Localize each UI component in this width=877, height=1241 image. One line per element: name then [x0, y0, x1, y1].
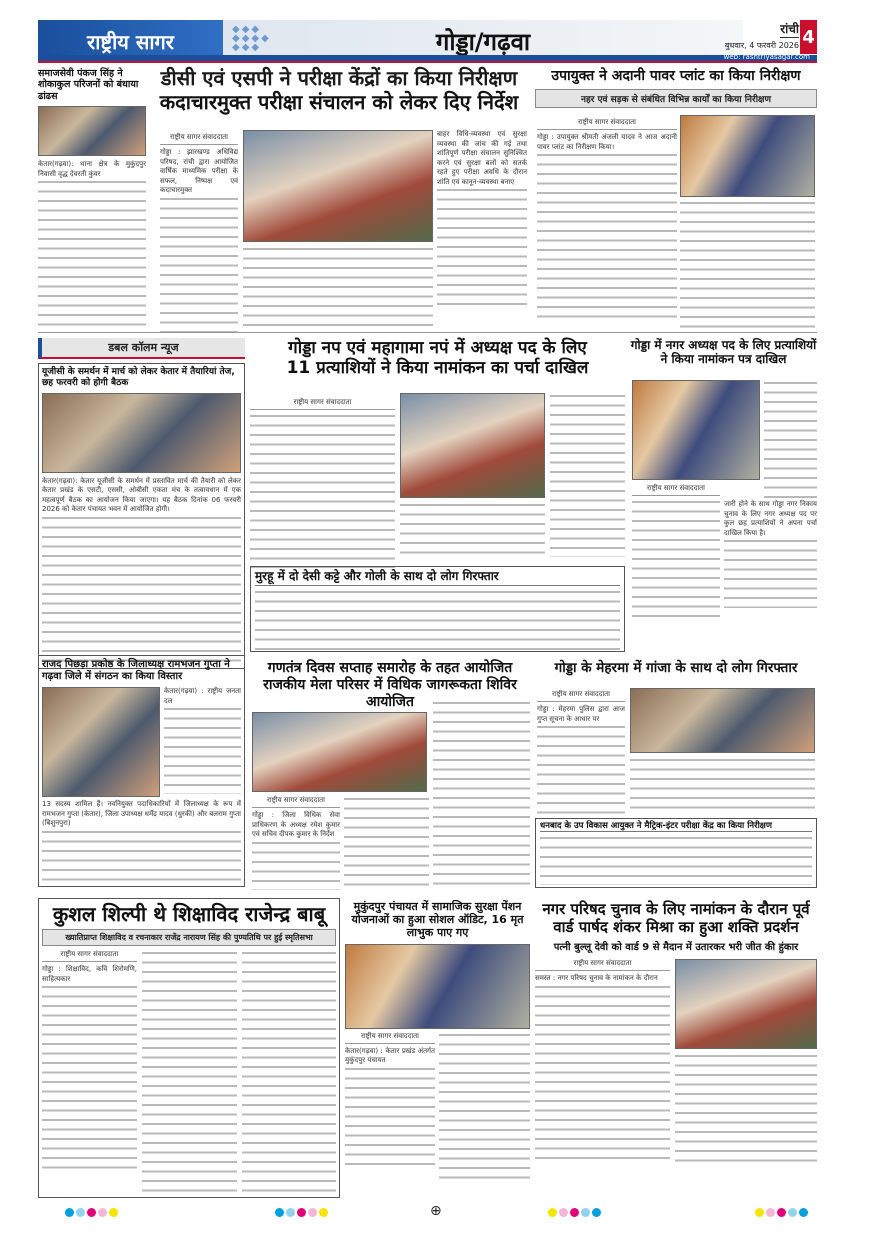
story-text-2: 13 सदस्य शामिल हैं। नवनियुक्त पदाधिकारियों में जिलाध्यक्ष के रूप में रामभजन गुप्ता (केतार), जिला उपाध्यक्ष धर्मेंद्र यादव (धुरकी) और बलराम गुप्ता (बिशुनपुरा) [42, 800, 241, 827]
edition-city: रांची [780, 22, 799, 36]
story-dc-sp-inspection [150, 66, 528, 114]
story-body [42, 515, 241, 665]
story-photo [630, 688, 815, 753]
story-photo [252, 712, 427, 792]
byline: राष्ट्रीय सागर संवाददाता [535, 959, 670, 971]
registration-dot [570, 1208, 579, 1217]
story-body [537, 152, 677, 322]
section-title: गोड्डा/गढ़वा [223, 20, 743, 62]
registration-dot [87, 1208, 96, 1217]
story-photo [42, 393, 241, 473]
story-text: केतार(गढ़वा): केतार यूजीसी के समर्थन में प्रस्तावित मार्च की तैयारी को लेकर केतार प्रखंड के एसटी, एससी, ओबीसी एकता मंच के तत्वावधान में एक महत्वपूर्ण बैठक का आयोजन किया जाएगा। यह बैठक दिनांक 06 फरवरी 2026 को केतार पंचायत भवन में आयोजित होगी। [42, 476, 241, 514]
subheadline: कदाचारमुक्त परीक्षा संचालन को लेकर दिए निर्देश [159, 90, 519, 114]
website-link[interactable]: web: rashtriyasagar.com [723, 53, 810, 61]
subheadline: नहर एवं सड़क से संबंधित विभिन्न कार्यों का किया निरीक्षण [535, 89, 817, 108]
registration-dot [275, 1208, 284, 1217]
registration-dot [319, 1208, 328, 1217]
headline: डीसी एवं एसपी ने परीक्षा केंद्रों का किया निरीक्षण [160, 66, 518, 90]
story-dhanbad-inspection [535, 818, 817, 888]
story-text: गोड्डा : मेहरमा पुलिस द्वारा आज गुप्त सूचना के आधार पर [537, 705, 625, 723]
registration-dot [76, 1208, 85, 1217]
subheadline: 11 प्रत्याशियों ने किया नामांकन का पर्चा दाखिल [286, 358, 589, 379]
story-text: केतार(गढ़वा): थाना क्षेत्र के मुकुंदपुर निवासी वृद्ध देवरती कुंवर [38, 160, 146, 178]
headline: गोड्डा नप एवं महागामा नपं में अध्यक्ष पद के लिए [288, 338, 587, 358]
story-body [550, 393, 625, 557]
s6-col1 [632, 484, 720, 624]
headline: कुशल शिल्पी थे शिक्षाविद राजेन्द्र बाबू [52, 902, 326, 926]
story-photo [675, 959, 817, 1049]
headline: यूजीसी के समर्थन में मार्च को लेकर केतार में तैयारियां तेज, छह फरवरी को होगी बैठक [42, 367, 235, 388]
masthead-logo: राष्ट्रीय सागर [38, 20, 223, 62]
story-body [764, 380, 817, 500]
s5-col1 [250, 398, 395, 568]
subheadline: पत्नी बुल्लू देवी को वार्ड 9 से मैदान में उतारकर भरी जीत की हुंकार [553, 942, 799, 953]
s10-col1 [537, 690, 625, 814]
story-pankaj-singh [38, 68, 146, 329]
registration-dot [109, 1208, 118, 1217]
story-body [537, 724, 625, 814]
story-body [540, 835, 812, 885]
story-ugc-march [38, 338, 245, 669]
byline: राष्ट्रीय सागर संवाददाता [42, 950, 137, 962]
story-rajendra-babu [38, 898, 340, 1198]
byline: राष्ट्रीय सागर संवाददाता [537, 118, 677, 130]
byline: राष्ट्रीय सागर संवाददाता [537, 690, 625, 702]
headline: गोड्डा में नगर अध्यक्ष पद के लिए प्रत्याशियों ने किया नामांकन पत्र दाखिल [630, 338, 817, 367]
story-text: केतार(गढ़वा) : केतार प्रखंड अंतर्गत मुकुंदपुर पंचायत [345, 1046, 435, 1065]
registration-dot [581, 1208, 590, 1217]
story-body [433, 700, 530, 886]
story-body [400, 502, 545, 557]
registration-dot [65, 1208, 74, 1217]
headline: मुकुंदपुर पंचायत में सामाजिक सुरक्षा पेंशन योजनाओं का हुआ सोशल ऑडिट, 16 मृत लाभुक पाए गए [351, 900, 524, 940]
story-text: केतार(गढ़वा) : राष्ट्रीय जनता दल [164, 687, 241, 705]
story-text: गोड्डा : जिला विधिक सेवा प्राधिकरण के अध्यक्ष रमेश कुमार एवं सचिव दीपक कुमार के निर्देश [252, 811, 340, 838]
byline: राष्ट्रीय सागर संवाददाता [252, 796, 340, 808]
story-text: बाहर विधि-व्यवस्था एवं सुरक्षा व्यवस्था की जांच की गई तथा शांतिपूर्ण परीक्षा संचालन सुनिश्चित करने एवं सुरक्षा बलों को सतर्क रहते हुए परीक्षा अवधि के दौरान शांति एवं कानून-व्यवस्था बनाए [437, 130, 527, 186]
story-photo [243, 130, 433, 242]
story-photo [38, 106, 146, 156]
story-body [160, 196, 238, 341]
byline: राष्ट्रीय सागर संवाददाता [345, 1032, 435, 1044]
story-photo [632, 380, 760, 480]
story-text: गोड्डा : उपायुक्त श्रीमती अंजली यादव ने आज अदानी पावर प्लांट का निरीक्षण किया। [537, 133, 677, 151]
registration-dot [286, 1208, 295, 1217]
registration-dot [799, 1208, 808, 1217]
story-body [630, 757, 815, 814]
registration-dot [559, 1208, 568, 1217]
headline: नगर परिषद चुनाव के लिए नामांकन के दौरान पूर्व वार्ड पार्षद शंकर मिश्रा का हुआ शक्ति प्रदर्शन [542, 900, 810, 936]
story-body [255, 589, 620, 651]
story-body [164, 706, 241, 794]
registration-dot [297, 1208, 306, 1217]
section-label: डबल कॉलम न्यूज [38, 338, 245, 359]
story-body [42, 829, 241, 884]
headline: समाजसेवी पंकज सिंह ने शोकाकुल परिजनों को बंधाया ढांढस [38, 68, 139, 102]
decorative-dots-icon: ◆◆◆ ◆◆◆◆ ◆◆◆ [232, 24, 271, 53]
story-body [38, 179, 146, 329]
byline: राष्ट्रीय सागर संवाददाता [160, 133, 238, 145]
story-body [680, 200, 815, 328]
story-adani-inspection [535, 68, 817, 108]
story-body [675, 1053, 817, 1163]
headline: गोड्डा के मेहरमा में गांजा के साथ दो लोग गिरफ्तार [554, 660, 798, 676]
registration-dot [755, 1208, 764, 1217]
registration-dot [308, 1208, 317, 1217]
story-shankar-mishra [535, 900, 817, 1163]
story-body [250, 413, 395, 568]
story-photo [42, 687, 160, 797]
story-body [252, 840, 340, 890]
story-rajad-organisation [38, 655, 245, 887]
edition-info [690, 20, 805, 52]
registration-dot [766, 1208, 775, 1217]
subheadline: ख्यातिप्राप्त शिक्षाविद व रचनाकार राजेंद्र नारायण सिंह की पुण्यतिथि पर हुई स्मृतिसभा [42, 929, 336, 946]
byline: राष्ट्रीय सागर संवाददाता [632, 484, 720, 496]
story-body [632, 499, 720, 624]
story-photo [400, 393, 545, 498]
registration-dot [548, 1208, 557, 1217]
headline: उपायुक्त ने अदानी पावर प्लांट का किया निरीक्षण [551, 68, 801, 84]
crosshair-icon: ⊕ [430, 1203, 442, 1219]
story-body [42, 984, 137, 1174]
story-nomination-11 [250, 338, 625, 379]
edition-date: बुधवार, 4 फरवरी 2026 [724, 41, 799, 50]
story-social-audit [345, 900, 530, 1182]
story-body [243, 246, 433, 328]
story-body [439, 1032, 530, 1182]
story-body [142, 950, 237, 1195]
story-text: गोड्डा : शिक्षाविद, कवि शिरोमणि, साहित्यकार [42, 965, 137, 983]
headline: धनबाद के उप विकास आयुक्त ने मैट्रिक-इंटर परीक्षा केंद्र का किया निरीक्षण [540, 821, 812, 832]
story-text: जारी होने के साथ गोड्डा नगर निकाय चुनाव के लिए नगर अध्यक्ष पद पर कुल छह प्रत्याशियों ने अपना पर्चा दाखिल किया है। [724, 500, 817, 537]
s3-col1 [537, 118, 677, 322]
story-body [535, 984, 670, 1159]
registration-dot [98, 1208, 107, 1217]
registration-dot [592, 1208, 601, 1217]
divider [38, 332, 817, 333]
headline: राजद पिछड़ा प्रकोष्ठ के जिलाध्यक्ष रामभजन गुप्ता ने गढ़वा जिले में संगठन का किया विस्तार [42, 659, 230, 682]
registration-dot [777, 1208, 786, 1217]
page-number: 4 [800, 20, 817, 54]
story-body [345, 1066, 435, 1166]
s2-col4 [437, 130, 527, 312]
headline: मुरहू में दो देसी कट्टे और गोली के साथ दो लोग गिरफ्तार [255, 569, 620, 586]
s9-col1 [252, 796, 340, 890]
byline: राष्ट्रीय सागर संवाददाता [250, 398, 395, 410]
story-text: गोड्डा : झारखण्ड अधिविद्य परिषद, रांची द्वारा आयोजित वार्षिक माध्यमिक परीक्षा के सफल, निष्पक्ष एवं कदाचारमुक्त [160, 148, 238, 194]
s6-col2 [724, 500, 817, 608]
registration-dot [788, 1208, 797, 1217]
story-photo [680, 115, 815, 197]
story-mehrma-ganja [535, 660, 817, 676]
story-nagar-adhyaksh [630, 338, 817, 367]
story-body [724, 538, 817, 608]
story-body [344, 796, 429, 886]
story-text: समस्त : नगर परिषद चुनाव के नामांकन के दौरान [535, 974, 658, 982]
story-photo [345, 944, 530, 1029]
headline: गणतंत्र दिवस सप्ताह समारोह के तहत आयोजित राजकीय मेला परिसर में विधिक जागरूकता शिविर आयोजित [263, 660, 517, 710]
story-body [437, 187, 527, 312]
story-murhu-arrest [250, 566, 625, 652]
s2-col1 [160, 133, 238, 341]
story-body [242, 950, 336, 1195]
